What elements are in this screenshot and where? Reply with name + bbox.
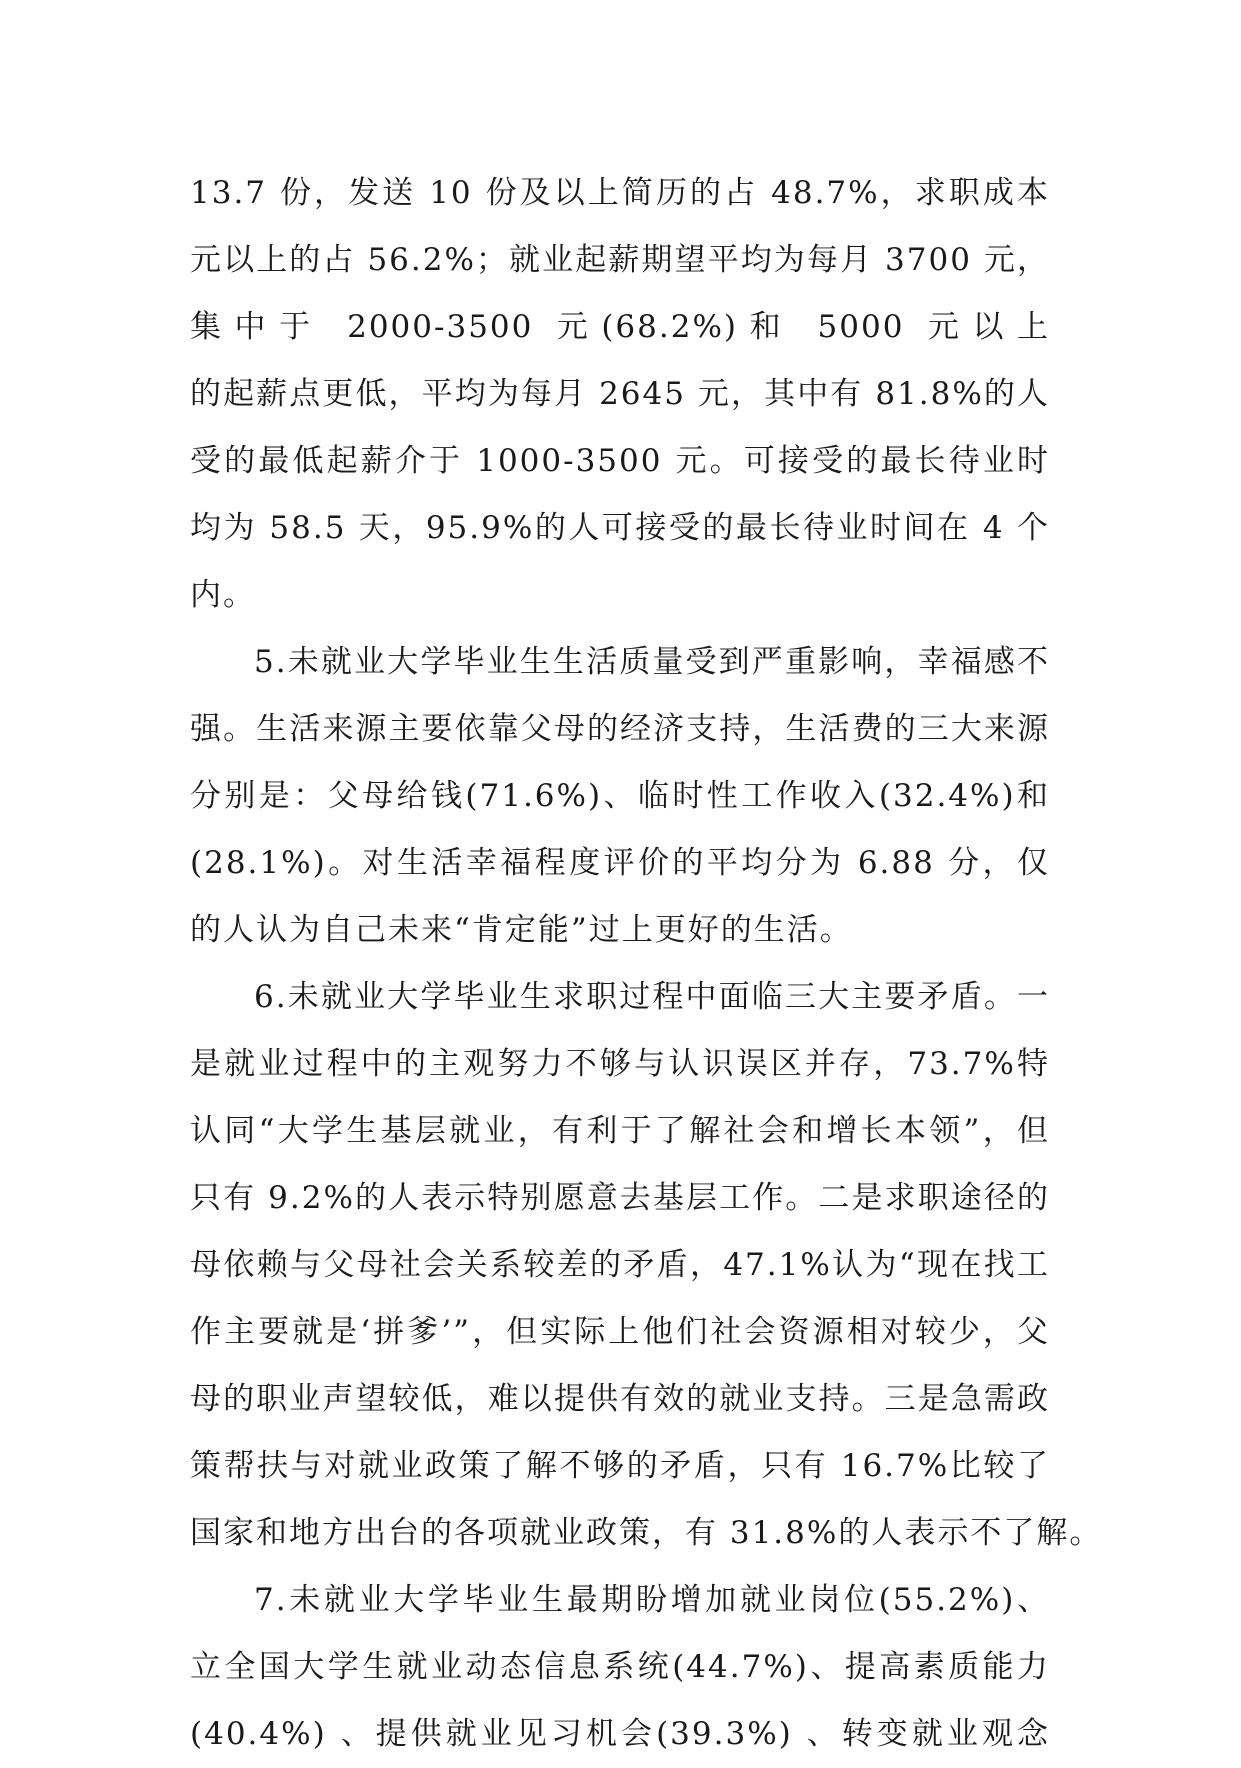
paragraph-4-line-1: 13.7 份，发送 10 份及以上简历的占 48.7%，求职成本: [190, 175, 1050, 211]
paragraph-7-line-2: 立全国大学生就业动态信息系统(44.7%)、提高素质能力: [190, 1649, 1050, 1685]
paragraph-6-line-6: 作主要就是‘拼爹’”，但实际上他们社会资源相对较少，父: [190, 1314, 1050, 1350]
paragraph-5-line-5: 的人认为自己未来“肯定能”过上更好的生活。: [190, 912, 853, 948]
paragraph-4-line-6: 均为 58.5 天，95.9%的人可接受的最长待业时间在 4 个: [190, 510, 1050, 546]
paragraph-4-line-3: 集中于 2000-3500 元(68.2%)和 5000 元以上: [190, 309, 1050, 345]
paragraph-6-line-4: 只有 9.2%的人表示特别愿意去基层工作。二是求职途径的: [190, 1180, 1050, 1216]
paragraph-6-line-3: 认同“大学生基层就业，有利于了解社会和增长本领”，但: [190, 1113, 1050, 1149]
paragraph-6-line-2: 是就业过程中的主观努力不够与认识误区并存，73.7%特: [190, 1046, 1050, 1082]
paragraph-7-line-3: (40.4%) 、提供就业见习机会(39.3%) 、转变就业观念: [190, 1716, 1050, 1752]
paragraph-5-line-2: 强。生活来源主要依靠父母的经济支持，生活费的三大来源: [190, 711, 1050, 747]
paragraph-6-line-5: 母依赖与父母社会关系较差的矛盾，47.1%认为“现在找工: [190, 1247, 1050, 1283]
document-body: [190, 160, 1103, 1768]
paragraph-6-line-1: 6.未就业大学毕业生求职过程中面临三大主要矛盾。一: [254, 979, 1050, 1015]
paragraph-6-line-9: 国家和地方出台的各项就业政策，有 31.8%的人表示不了解。: [190, 1515, 1103, 1551]
paragraph-6-line-8: 策帮扶与对就业政策了解不够的矛盾，只有 16.7%比较了: [190, 1448, 1050, 1484]
paragraph-4-line-5: 受的最低起薪介于 1000-3500 元。可接受的最长待业时: [190, 443, 1050, 479]
paragraph-5-line-1: 5.未就业大学毕业生生活质量受到严重影响，幸福感不: [254, 644, 1050, 680]
paragraph-4-line-2: 元以上的占 56.2%；就业起薪期望平均为每月 3700 元，: [190, 242, 1050, 278]
paragraph-7-line-1: 7.未就业大学毕业生最期盼增加就业岗位(55.2%)、: [254, 1582, 1050, 1618]
paragraph-5-line-4: (28.1%)。对生活幸福程度评价的平均分为 6.88 分，仅: [190, 845, 1050, 881]
paragraph-6-line-7: 母的职业声望较低，难以提供有效的就业支持。三是急需政: [190, 1381, 1050, 1417]
paragraph-4-line-4: 的起薪点更低，平均为每月 2645 元，其中有 81.8%的人: [190, 376, 1050, 412]
paragraph-5-line-3: 分别是：父母给钱(71.6%)、临时性工作收入(32.4%)和: [190, 778, 1050, 814]
paragraph-4-line-7: 内。: [190, 577, 256, 613]
